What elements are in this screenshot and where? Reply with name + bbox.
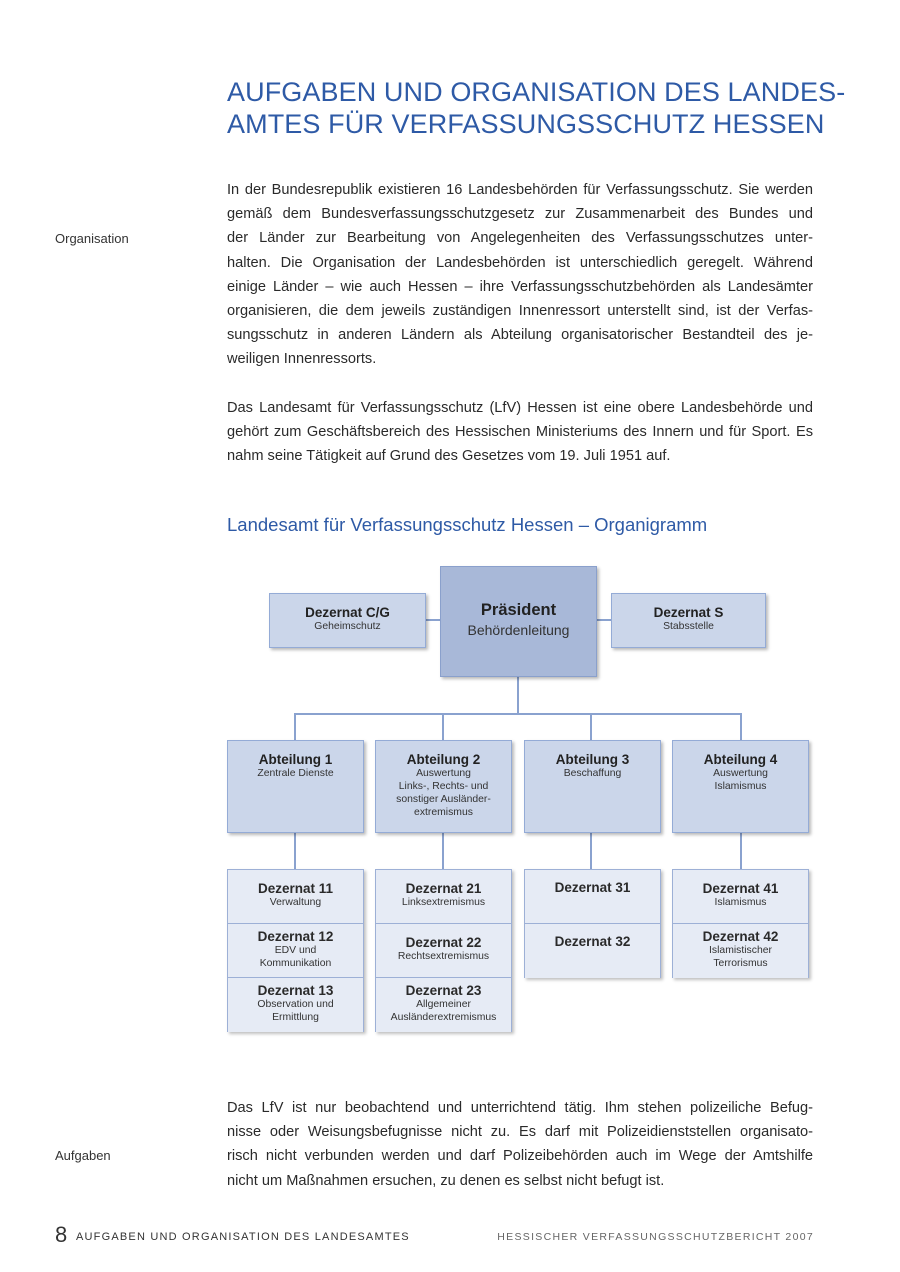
paragraph-lfv xyxy=(227,396,813,469)
paragraph-line: nisse oder Weisungsbefugnisse nicht zu. Es darf mit Polizeidienststellen organisato- xyxy=(227,1124,813,1141)
page-title-line-2: AMTES FÜR VERFASSUNGSSCHUTZ HESSEN xyxy=(227,109,825,139)
connector-line xyxy=(597,619,611,621)
dezernat-box-12 xyxy=(228,924,363,978)
org-box-subtitle: extremismus xyxy=(414,807,473,818)
dezernat-box-22 xyxy=(376,924,511,978)
org-box-title: Dezernat 21 xyxy=(405,881,482,896)
paragraph-organisation xyxy=(227,178,813,372)
org-box-title: Abteilung 3 xyxy=(555,752,630,767)
dezernat-box-23 xyxy=(376,978,511,1032)
paragraph-line: gemäß dem Bundesverfassungsschutzgesetz zur Zusammenarbeit des Bundes und xyxy=(227,206,813,223)
paragraph-line: risch nicht verbunden werden und darf Polizeibehörden auch im Wege der Amtshilfe xyxy=(227,1148,813,1165)
connector-line xyxy=(740,833,742,869)
connector-line xyxy=(294,713,742,715)
org-box-title: Dezernat 31 xyxy=(554,880,631,895)
org-box-abteilung-4 xyxy=(672,740,809,833)
footer-section-title: AUFGABEN UND ORGANISATION DES LANDESAMTES xyxy=(76,1231,410,1243)
org-box-subtitle: Links-, Rechts- und xyxy=(398,781,489,792)
org-box-subtitle: Islamistischer xyxy=(709,945,772,956)
org-box-title: Dezernat 32 xyxy=(554,934,631,949)
org-box-subtitle: Stabsstelle xyxy=(663,621,714,632)
org-box-subtitle: Allgemeiner xyxy=(416,999,471,1010)
org-box-abteilung-1 xyxy=(227,740,364,833)
org-box-title: Dezernat 42 xyxy=(702,929,779,944)
org-box-title: Abteilung 4 xyxy=(703,752,778,767)
paragraph-line: sungsschutz in anderen Ländern als Abteilung organisatorischer Bestandteil des je- xyxy=(227,327,813,344)
org-box-subtitle: Kommunikation xyxy=(259,958,332,969)
dezernat-group-abteilung-4 xyxy=(672,869,809,978)
org-box-abteilung-2 xyxy=(375,740,512,833)
paragraph-aufgaben xyxy=(227,1096,813,1193)
paragraph-line: weiligen Innenressorts. xyxy=(227,351,377,368)
paragraph-line: einige Länder – wie auch Hessen – ihre Verfassungsschutzbehörden als Landesämter xyxy=(227,278,813,295)
org-box-title: Dezernat 41 xyxy=(702,881,779,896)
org-box-subtitle: Observation und xyxy=(257,999,334,1010)
org-box-subtitle: sonstiger Ausländer- xyxy=(396,794,491,805)
page-title xyxy=(227,76,847,140)
org-box-subtitle: Geheimschutz xyxy=(314,621,381,632)
org-box-subtitle: Verwaltung xyxy=(269,897,322,908)
dezernat-box-32 xyxy=(525,924,660,978)
dezernat-box-31 xyxy=(525,870,660,924)
org-box-subtitle: Islamismus xyxy=(714,781,767,792)
org-box-subtitle: Terrorismus xyxy=(713,958,768,969)
dezernat-group-abteilung-2 xyxy=(375,869,512,1032)
org-box-subtitle: EDV und xyxy=(274,945,317,956)
paragraph-line: der Länder zur Bearbeitung von Angelegenheiten des Verfassungsschutzes unter- xyxy=(227,230,813,247)
dezernat-group-abteilung-3 xyxy=(524,869,661,978)
side-label-aufgaben: Aufgaben xyxy=(55,1148,111,1163)
connector-line xyxy=(294,713,296,740)
connector-line xyxy=(294,833,296,869)
dezernat-box-41 xyxy=(673,870,808,924)
org-box-title: Dezernat 13 xyxy=(257,983,334,998)
paragraph-line: gehört zum Geschäftsbereich des Hessischen Ministeriums des Innern und für Sport. Es xyxy=(227,424,813,441)
paragraph-line: nicht um Maßnahmen ersuchen, zu denen es selbst nicht befugt ist. xyxy=(227,1172,665,1189)
org-box-title: Abteilung 2 xyxy=(406,752,481,767)
org-box-subtitle: Auswertung xyxy=(713,768,768,779)
org-box-title: Abteilung 1 xyxy=(258,752,333,767)
org-box-title: Dezernat 22 xyxy=(405,935,482,950)
org-box-subtitle: Ermittlung xyxy=(272,1012,319,1023)
page-number: 8 xyxy=(55,1222,68,1247)
org-box-subtitle: Behördenleitung xyxy=(467,622,570,638)
connector-line xyxy=(740,713,742,740)
org-box-subtitle: Zentrale Dienste xyxy=(257,768,334,779)
dezernat-box-13 xyxy=(228,978,363,1032)
dezernat-box-42 xyxy=(673,924,808,978)
paragraph-line: Das LfV ist nur beobachtend und unterrichtend tätig. Ihm stehen polizeiliche Befug- xyxy=(227,1100,813,1116)
org-box-subtitle: Islamismus xyxy=(714,897,767,908)
org-box-subtitle: Auswertung xyxy=(416,768,471,779)
page-title-line-1: AUFGABEN UND ORGANISATION DES LANDES- xyxy=(227,77,846,107)
connector-line xyxy=(590,713,592,740)
dezernat-box-11 xyxy=(228,870,363,924)
org-box-abteilung-3 xyxy=(524,740,661,833)
org-box-title: Dezernat 23 xyxy=(405,983,482,998)
paragraph-line: In der Bundesrepublik existieren 16 Landesbehörden für Verfassungsschutz. Sie werden xyxy=(227,182,813,198)
connector-line xyxy=(590,833,592,869)
org-box-subtitle: Ausländerextremismus xyxy=(390,1012,497,1023)
paragraph-line: Das Landesamt für Verfassungsschutz (LfV) Hessen ist eine obere Landesbehörde und xyxy=(227,400,813,416)
dezernat-group-abteilung-1 xyxy=(227,869,364,1032)
connector-line xyxy=(517,677,519,714)
paragraph-line: halten. Die Organisation der Landesbehörden ist unterschiedlich geregelt. Während xyxy=(227,254,813,271)
dezernat-box-21 xyxy=(376,870,511,924)
org-box-subtitle: Linksextremismus xyxy=(401,897,486,908)
connector-line xyxy=(426,619,440,621)
paragraph-line: nahm seine Tätigkeit auf Grund des Gesetzes vom 19. Juli 1951 auf. xyxy=(227,448,671,465)
side-label-organisation: Organisation xyxy=(55,231,129,246)
org-box-subtitle: Rechtsextremismus xyxy=(397,951,490,962)
paragraph-line: organisieren, die dem jeweils zuständigen Innenressort unterstellt sind, ist der Verfas- xyxy=(227,303,813,320)
connector-line xyxy=(442,713,444,740)
org-box-title: Präsident xyxy=(480,601,557,619)
org-box-dezernat-s xyxy=(611,593,766,648)
chart-title: Landesamt für Verfassungsschutz Hessen – Organigramm xyxy=(227,514,708,535)
connector-line xyxy=(442,833,444,869)
org-box-title: Dezernat C/G xyxy=(305,605,390,620)
footer-report-title: HESSISCHER VERFASSUNGSSCHUTZBERICHT 2007 xyxy=(497,1231,814,1243)
org-box-title: Dezernat 11 xyxy=(257,881,334,896)
org-box-praesident xyxy=(440,566,597,677)
org-box-subtitle: Beschaffung xyxy=(563,768,622,779)
org-box-title: Dezernat 12 xyxy=(257,929,334,944)
org-box-title: Dezernat S xyxy=(653,605,724,620)
org-box-dezernat-cg xyxy=(269,593,426,648)
